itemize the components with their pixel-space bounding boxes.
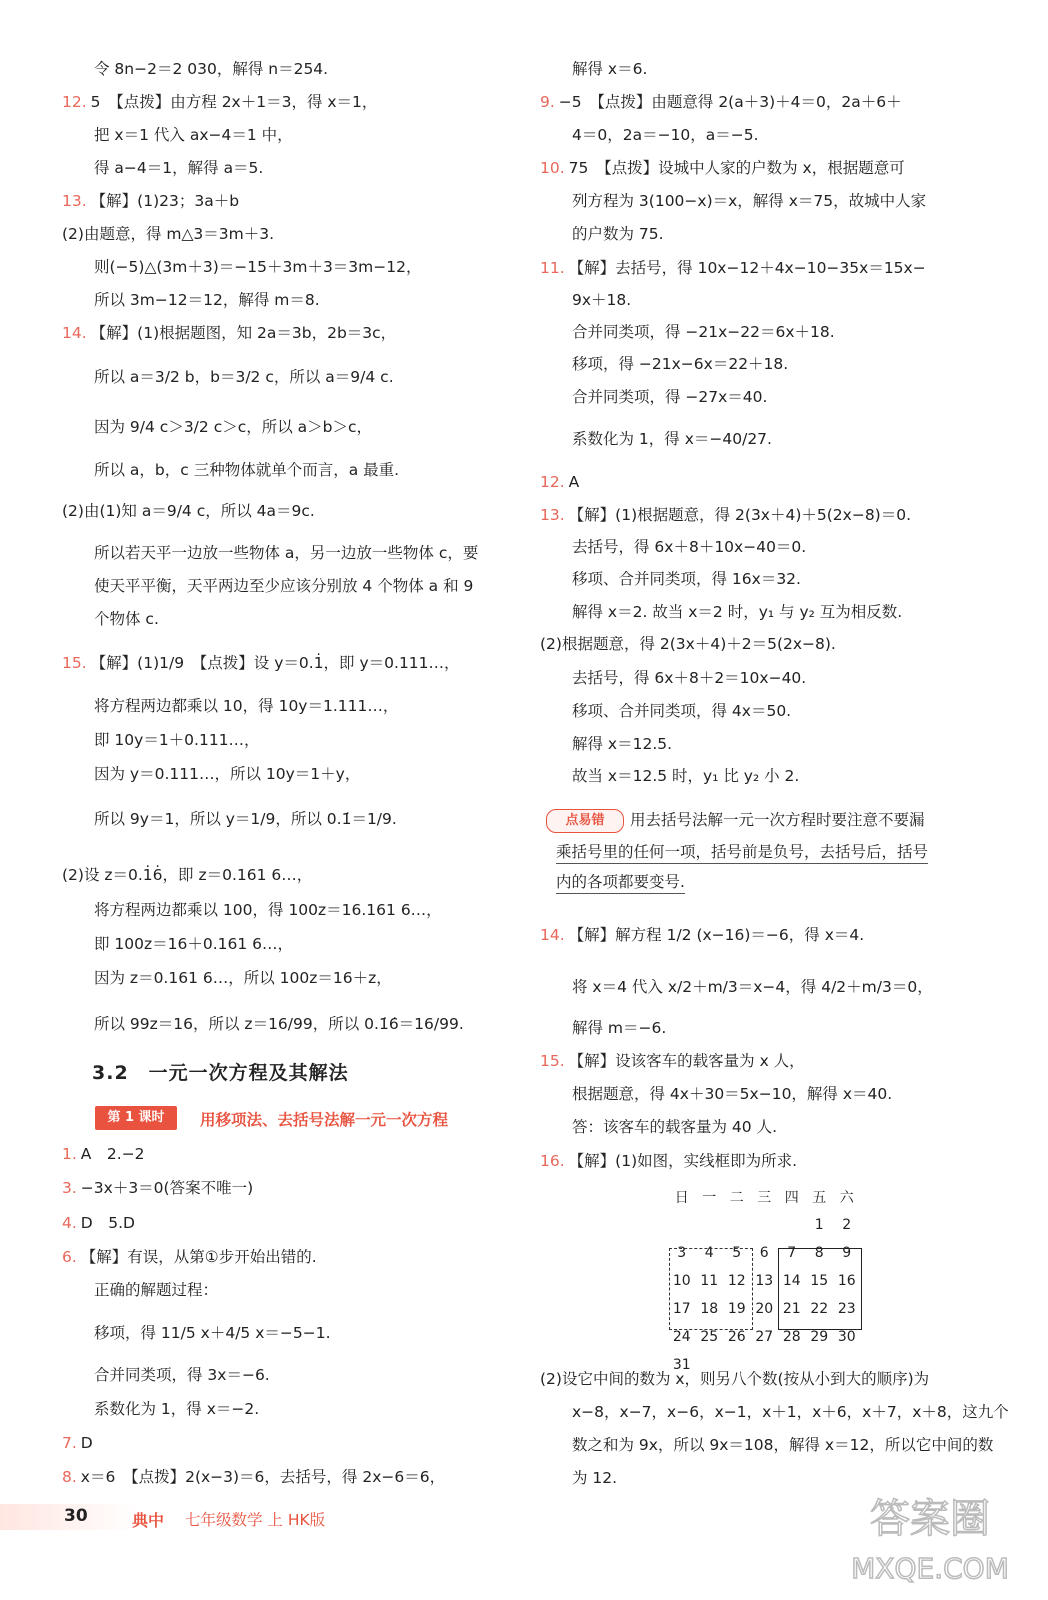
answer-line	[62, 124, 293, 146]
page-number: 30	[64, 1506, 88, 1526]
answer-text: 把 x＝1 代入 ax−4＝1 中，	[94, 126, 293, 144]
answer-text: 答：该客车的载客量为 40 人.	[572, 1118, 778, 1136]
calendar-header-cell: 三	[757, 1190, 772, 1206]
answer-text: 解得 x＝6.	[572, 60, 648, 78]
question-number: 14.	[540, 926, 565, 944]
answer-text: 去括号，得 6x＋8＋2＝10x−40.	[572, 669, 807, 687]
calendar-cell	[723, 1351, 751, 1379]
answer-line	[62, 223, 274, 245]
calendar-cell: 18	[700, 1301, 719, 1317]
calendar-cell: 26	[727, 1329, 746, 1345]
calendar-cell: 27	[755, 1329, 774, 1345]
answer-line	[540, 190, 926, 212]
answer-text: 解得 x＝2. 故当 x＝2 时，y₁ 与 y₂ 互为相反数.	[572, 603, 903, 621]
answer-text: 系数化为 1，得 x＝−2.	[94, 1400, 260, 1418]
answer-text: 根据题意，得 4x＋30＝5x−10，解得 x＝40.	[572, 1085, 893, 1103]
answer-text: 令 8n−2＝2 030，解得 n＝254.	[94, 60, 329, 78]
answer-line	[62, 1143, 145, 1165]
watermark-logo	[830, 1480, 1030, 1590]
answer-text: 故当 x＝12.5 时，y₁ 比 y₂ 小 2.	[572, 767, 800, 785]
answer-text: 得 a−4＝1，解得 a＝5.	[94, 159, 264, 177]
answer-text: 【解】设该客车的载客量为 x 人，	[568, 1052, 805, 1070]
question-number: 12.	[540, 473, 565, 491]
question-number: 9.	[540, 93, 555, 111]
answer-line	[540, 976, 933, 998]
answer-line	[540, 700, 791, 722]
answer-line	[62, 864, 312, 886]
answer-text: x＝6 【点拨】2(x−3)＝6，去括号，得 2x−6＝6，	[80, 1468, 446, 1486]
calendar-cell: 21	[782, 1301, 801, 1317]
calendar-dashed-frame	[669, 1248, 753, 1330]
calendar-cell: 8	[814, 1245, 824, 1261]
answer-line	[62, 1177, 253, 1199]
answer-text: 9x＋18.	[572, 291, 632, 309]
calendar-cell	[668, 1211, 696, 1239]
answer-line	[540, 1467, 617, 1489]
answer-text: 所以 3m−12＝12，解得 m＝8.	[94, 291, 320, 309]
answer-text: 合并同类项，得 −21x−22＝6x＋18.	[572, 323, 835, 341]
calendar-cell: 30	[837, 1329, 856, 1345]
answer-line	[62, 416, 372, 438]
warning-line-3: 内的各项都要变号.	[556, 871, 685, 894]
answer-text: 即 100z＝16＋0.161 6…，	[94, 935, 294, 953]
calendar-cell	[723, 1211, 751, 1239]
calendar-cell: 13	[755, 1273, 774, 1289]
warning-badge: 点易错	[546, 809, 624, 833]
calendar-cell: 16	[837, 1273, 856, 1289]
answer-text: 因为 9/4 c＞3/2 c＞c，所以 a＞b＞c，	[94, 418, 373, 436]
answer-line	[62, 1013, 464, 1035]
answer-line	[540, 58, 647, 80]
calendar-cell: 11	[700, 1273, 719, 1289]
question-number: 15.	[62, 654, 87, 672]
question-number: 12.	[62, 93, 87, 111]
answer-line	[62, 1246, 317, 1268]
question-number: 14.	[62, 324, 87, 342]
calendar-cell	[696, 1351, 724, 1379]
answer-text: x−8，x−7，x−6，x−1，x＋1，x＋6，x＋7，x＋8，这九个	[572, 1403, 1009, 1421]
answer-line	[62, 500, 315, 522]
calendar-header-cell: 五	[812, 1190, 827, 1206]
answer-line	[540, 568, 801, 590]
calendar-cell: 3	[677, 1245, 687, 1261]
calendar-cell	[778, 1351, 806, 1379]
answer-text: 解得 m＝−6.	[572, 1019, 667, 1037]
answer-text: 解得 x＝12.5.	[572, 735, 673, 753]
calendar-cell	[806, 1351, 834, 1379]
answer-line	[540, 1017, 666, 1039]
answer-line	[62, 1466, 445, 1488]
answer-text: 正确的解题过程：	[94, 1281, 219, 1299]
answer-line	[62, 1279, 218, 1301]
answer-text: 所以若天平一边放一些物体 a，另一边放一些物体 c，要	[94, 544, 479, 562]
answer-text: 移项，得 11/5 x＋4/5 x＝−5−1.	[94, 1324, 331, 1342]
calendar-cell: 25	[700, 1329, 719, 1345]
answer-text: 5 【点拨】由方程 2x＋1＝3，得 x＝1，	[90, 93, 378, 111]
calendar-header-cell: 二	[729, 1190, 744, 1206]
answer-line	[62, 157, 263, 179]
answer-text: 所以 a＝3/2 b，b＝3/2 c，所以 a＝9/4 c.	[94, 368, 394, 386]
calendar-header-cell: 六	[839, 1190, 854, 1206]
answer-text: (2)设 z＝0.1̇6̇，即 z＝0.161 6…，	[62, 866, 313, 884]
question-number: 8.	[62, 1468, 77, 1486]
calendar-cell: 12	[727, 1273, 746, 1289]
answer-text: D 5.D	[80, 1214, 135, 1232]
calendar-cell: 9	[842, 1245, 852, 1261]
calendar-header-cell: 日	[674, 1190, 689, 1206]
answer-line	[62, 808, 397, 830]
section-title: 3.2 一元一次方程及其解法	[92, 1062, 349, 1084]
calendar-cell	[751, 1351, 779, 1379]
answer-line	[62, 256, 421, 278]
answer-text: (2)设它中间的数为 x，则另八个数(按从小到大的顺序)为	[540, 1370, 930, 1388]
answer-text: −5 【点拨】由题意得 2(a＋3)＋4＝0，2a＋6＋	[558, 93, 902, 111]
question-number: 11.	[540, 259, 565, 277]
answer-line	[62, 459, 399, 481]
question-number: 1.	[62, 1145, 77, 1163]
answer-text: 【解】(1)如图，实线框即为所求.	[568, 1152, 798, 1170]
answer-text: 移项，得 −21x−6x＝22＋18.	[572, 355, 789, 373]
answer-text: 【解】解方程 1/2 (x−16)＝−6，得 x＝4.	[568, 926, 865, 944]
answer-line	[540, 733, 672, 755]
answer-line	[62, 322, 396, 344]
calendar-cell: 23	[837, 1301, 856, 1317]
calendar-cell: 29	[810, 1329, 829, 1345]
calendar-solid-frame	[778, 1248, 862, 1330]
answer-text: 【解】(1)根据题图，知 2a＝3b，2b＝3c，	[90, 324, 397, 342]
calendar-cell: 5	[732, 1245, 742, 1261]
calendar-cell: 10	[672, 1273, 691, 1289]
answer-text: (2)根据题意，得 2(3x＋4)＋2＝5(2x−8).	[540, 635, 836, 653]
answer-line	[540, 1083, 892, 1105]
answer-text: 4＝0，2a＝−10，a＝−5.	[572, 126, 759, 144]
calendar-cell: 24	[672, 1329, 691, 1345]
answer-line	[540, 223, 664, 245]
answer-text: 系数化为 1，得 x＝−40/27.	[572, 430, 772, 448]
answer-line	[62, 542, 478, 564]
answer-line	[540, 924, 864, 946]
answer-text: 合并同类项，得 −27x＝40.	[572, 388, 768, 406]
answer-text: 数之和为 9x，所以 9x＝108，解得 x＝12，所以它中间的数	[572, 1436, 994, 1454]
answer-line	[62, 933, 293, 955]
answer-line	[62, 58, 328, 80]
answer-text: 将方程两边都乘以 100，得 100z＝16.161 6…，	[94, 901, 442, 919]
question-number: 6.	[62, 1248, 77, 1266]
answer-text: 移项、合并同类项，得 4x＝50.	[572, 702, 792, 720]
answer-line	[540, 536, 806, 558]
answer-line	[62, 1398, 259, 1420]
answer-text: A 2.−2	[80, 1145, 145, 1163]
lesson-title: 用移项法、去括号法解一元一次方程	[200, 1111, 449, 1129]
answer-text: 因为 z＝0.161 6…，所以 100z＝16＋z，	[94, 969, 392, 987]
answer-line	[540, 504, 911, 526]
answer-text: A	[568, 473, 580, 491]
calendar-cell: 20	[755, 1301, 774, 1317]
answer-text: 去括号，得 6x＋8＋10x−40＝0.	[572, 538, 807, 556]
answer-line	[540, 353, 788, 375]
question-number: 13.	[62, 192, 87, 210]
answer-line	[540, 633, 836, 655]
answer-text: 个物体 c.	[94, 610, 159, 628]
calendar-header-cell: 一	[702, 1190, 717, 1206]
calendar-cell: 6	[759, 1245, 769, 1261]
question-number: 13.	[540, 506, 565, 524]
calendar-header-cell: 四	[784, 1190, 799, 1206]
calendar-cell: 1	[814, 1217, 824, 1233]
calendar-cell: 15	[810, 1273, 829, 1289]
answer-text: 列方程为 3(100−x)＝x，解得 x＝75，故城中人家	[572, 192, 927, 210]
warning-line-2: 乘括号里的任何一项，括号前是负号，去括号后，括号	[556, 841, 928, 864]
answer-text: 的户数为 75.	[572, 225, 664, 243]
question-number: 16.	[540, 1152, 565, 1170]
answer-line	[62, 608, 159, 630]
question-number: 3.	[62, 1179, 77, 1197]
watermark-text-1: 答案圈	[870, 1496, 990, 1542]
answer-text: 【解】(1)1/9 【点拨】设 y＝0.1̇，即 y＝0.111…，	[90, 654, 460, 672]
answer-line	[540, 289, 631, 311]
answer-line	[62, 1364, 270, 1386]
calendar-cell: 19	[727, 1301, 746, 1317]
answer-line	[540, 601, 902, 623]
answer-text: 将 x＝4 代入 x/2＋m/3＝x−4，得 4/2＋m/3＝0，	[572, 978, 933, 996]
calendar-cell: 31	[672, 1357, 691, 1373]
book-title: 七年级数学 上 HK版	[185, 1511, 326, 1529]
answer-line	[62, 366, 394, 388]
answer-line	[540, 667, 806, 689]
answer-text: 所以 9y＝1，所以 y＝1/9，所以 0.1̇＝1/9.	[94, 810, 397, 828]
answer-line	[540, 765, 799, 787]
calendar-cell: 14	[782, 1273, 801, 1289]
answer-line	[540, 257, 926, 279]
answer-text: 移项、合并同类项，得 16x＝32.	[572, 570, 801, 588]
calendar-cell	[778, 1211, 806, 1239]
answer-line	[62, 1212, 135, 1234]
answer-line	[62, 190, 239, 212]
answer-text: 因为 y＝0.111…，所以 10y＝1＋y，	[94, 765, 361, 783]
answer-text: (2)由(1)知 a＝9/4 c，所以 4a＝9c.	[62, 502, 315, 520]
answer-line	[540, 321, 835, 343]
answer-line	[62, 91, 377, 113]
answer-text: 则(−5)△(3m＋3)＝−15＋3m＋3＝3m−12，	[94, 258, 422, 276]
answer-line	[62, 967, 392, 989]
answer-text: 即 10y＝1＋0.111…，	[94, 731, 260, 749]
question-number: 7.	[62, 1434, 77, 1452]
answer-line	[62, 695, 398, 717]
calendar-cell	[696, 1211, 724, 1239]
watermark-text-2: MXQE.COM	[851, 1552, 1009, 1585]
answer-line	[540, 1401, 1009, 1423]
question-number: 4.	[62, 1214, 77, 1232]
calendar-cell: 28	[782, 1329, 801, 1345]
calendar-cell	[833, 1351, 861, 1379]
calendar-cell: 4	[704, 1245, 714, 1261]
answer-text: 所以 a，b，c 三种物体就单个而言，a 最重.	[94, 461, 400, 479]
warning-line-1: 用去括号法解一元一次方程时要注意不要漏	[630, 811, 925, 829]
calendar-cell: 2	[842, 1217, 852, 1233]
answer-line	[540, 1050, 805, 1072]
answer-text: 所以 99z＝16，所以 z＝16/99，所以 0.1̇6̇＝16/99.	[94, 1015, 464, 1033]
answer-line	[540, 1116, 777, 1138]
answer-text: 【解】(1)23；3a＋b	[90, 192, 240, 210]
answer-line	[540, 386, 767, 408]
answer-line	[540, 124, 759, 146]
brand-logo: 典中	[132, 1511, 165, 1530]
answer-text: (2)由题意，得 m△3＝3m＋3.	[62, 225, 275, 243]
answer-text: 【解】(1)根据题意，得 2(3x＋4)＋5(2x−8)＝0.	[568, 506, 912, 524]
answer-line	[62, 729, 260, 751]
question-number: 10.	[540, 159, 565, 177]
answer-line	[62, 652, 460, 674]
answer-line	[62, 289, 320, 311]
answer-line	[62, 575, 473, 597]
answer-line	[62, 1432, 93, 1454]
question-number: 15.	[540, 1052, 565, 1070]
calendar-cell: 7	[787, 1245, 797, 1261]
answer-line	[540, 428, 772, 450]
answer-line	[540, 91, 902, 113]
answer-text: D	[80, 1434, 93, 1452]
lesson-badge: 第 1 课时	[95, 1106, 177, 1130]
answer-line	[540, 471, 579, 493]
answer-line	[62, 899, 442, 921]
answer-text: 为 12.	[572, 1469, 618, 1487]
answer-text: 将方程两边都乘以 10，得 10y＝1.111…，	[94, 697, 399, 715]
answer-line	[540, 1150, 797, 1172]
answer-text: 合并同类项，得 3x＝−6.	[94, 1366, 270, 1384]
calendar-cell	[751, 1211, 779, 1239]
calendar-cell: 17	[672, 1301, 691, 1317]
answer-line	[62, 763, 360, 785]
answer-text: −3x＋3＝0(答案不唯一)	[80, 1179, 254, 1197]
answer-line	[540, 1434, 993, 1456]
answer-text: 【解】有误，从第①步开始出错的.	[80, 1248, 317, 1266]
answer-line	[62, 1322, 331, 1344]
calendar-cell: 22	[810, 1301, 829, 1317]
answer-text: 75 【点拨】设城中人家的户数为 x，根据题意可	[568, 159, 905, 177]
answer-text: 使天平平衡，天平两边至少应该分别放 4 个物体 a 和 9	[94, 577, 474, 595]
answer-line	[540, 157, 905, 179]
answer-text: 【解】去括号，得 10x−12＋4x−10−35x＝15x−	[568, 259, 926, 277]
